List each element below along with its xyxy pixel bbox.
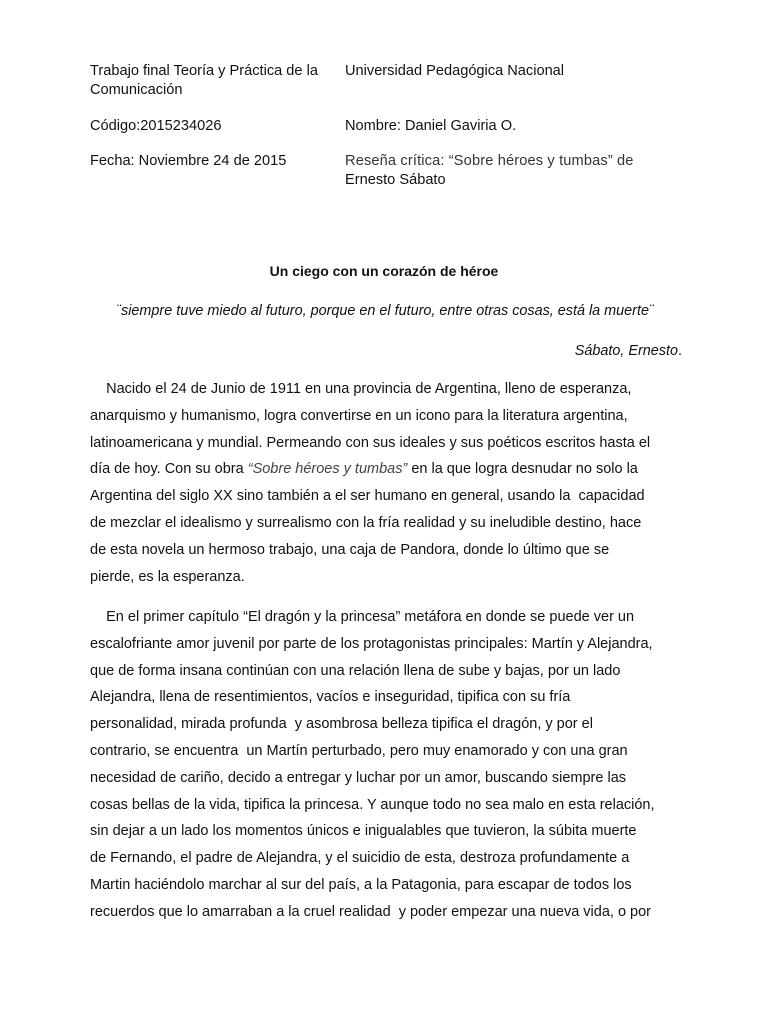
paragraph-line: anarquismo y humanismo, logra convertirse en un icono para la literatura argentina, [90, 407, 628, 424]
student-name: Nombre: Daniel Gaviria O. [345, 118, 517, 134]
paragraph-line: de esta novela un hermoso trabajo, una caja de Pandora, donde lo último que se [90, 541, 610, 558]
paragraph-1 [90, 376, 690, 590]
paragraph-line: Alejandra, llena de resentimientos, vacíos e inseguridad, tipifica con su fría [90, 689, 571, 706]
paragraph-line: Martin haciéndolo marchar al sur del país, a la Patagonia, para escapar de todos los [90, 876, 632, 893]
essay-title: Un ciego con un corazón de héroe [269, 263, 499, 279]
paragraph-line: escalofriante amor juvenil por parte de los protagonistas principales: Martín y Alejandra, [90, 635, 653, 652]
submission-date: Fecha: Noviembre 24 de 2015 [90, 153, 287, 169]
paragraph-line: cosas bellas de la vida, tipifica la princesa. Y aunque todo no sea malo en esta relación, [90, 796, 655, 813]
paragraph-line: Argentina del siglo XX sino también a el ser humano en general, usando la capacidad [90, 488, 645, 505]
attribution-period: . [678, 343, 682, 359]
paragraph-line: de mezclar el idealismo y surrealismo con la fría realidad y su ineludible destino, hace [90, 514, 642, 531]
paragraph-line: pierde, es la esperanza. [90, 568, 245, 585]
paragraph-line [90, 456, 690, 483]
paragraph-line: Nacido el 24 de Junio de 1911 en una provincia de Argentina, lleno de esperanza, [90, 381, 632, 397]
paragraph-line: sin dejar a un lado los momentos únicos e inigualables que tuvieron, la súbita muerte [90, 823, 637, 840]
epigraph-attribution [575, 341, 682, 361]
line-text: en la que logra desnudar no solo la [407, 461, 638, 478]
review-author: Ernesto Sábato [345, 172, 446, 188]
student-code: Código:2015234026 [90, 118, 222, 134]
review-subject-line: Reseña crítica: “Sobre héroes y tumbas” de [345, 153, 634, 169]
course-title: Trabajo final Teoría y Práctica de la Comunicación [90, 63, 318, 98]
paragraph-line: que de forma insana continúan con una relación llena de sube y bajas, por un lado [90, 662, 621, 679]
paragraph-line: necesidad de cariño, decido a entregar y luchar por un amor, buscando siempre las [90, 769, 627, 786]
paragraph-2 [90, 604, 690, 926]
university-name: Universidad Pedagógica Nacional [345, 63, 565, 79]
paragraph-line: de Fernando, el padre de Alejandra, y el suicidio de esta, destroza profundamente a [90, 850, 630, 867]
paragraph-line: latinoamericana y mundial. Permeando con sus ideales y sus poéticos escritos hasta el [90, 434, 651, 451]
paragraph-line: En el primer capítulo “El dragón y la princesa” metáfora en donde se puede ver un [90, 609, 635, 625]
paragraph-line: contrario, se encuentra un Martín perturbado, pero muy enamorado y con una gran [90, 742, 628, 759]
paragraph-line: recuerdos que lo amarraban a la cruel realidad y poder empezar una nueva vida, o por [90, 903, 652, 920]
novel-title-inline: “Sobre héroes y tumbas” [247, 461, 408, 478]
review-subject [345, 152, 675, 190]
attribution-name: Sábato, Ernesto [574, 343, 678, 359]
paragraph-line: personalidad, mirada profunda y asombrosa belleza tipifica el dragón, y por el [90, 716, 593, 733]
line-text: día de hoy. Con su obra [90, 461, 248, 478]
epigraph-quote: ¨siempre tuve miedo al futuro, porque en el futuro, entre otras cosas, está la muerte¨ [116, 303, 654, 319]
